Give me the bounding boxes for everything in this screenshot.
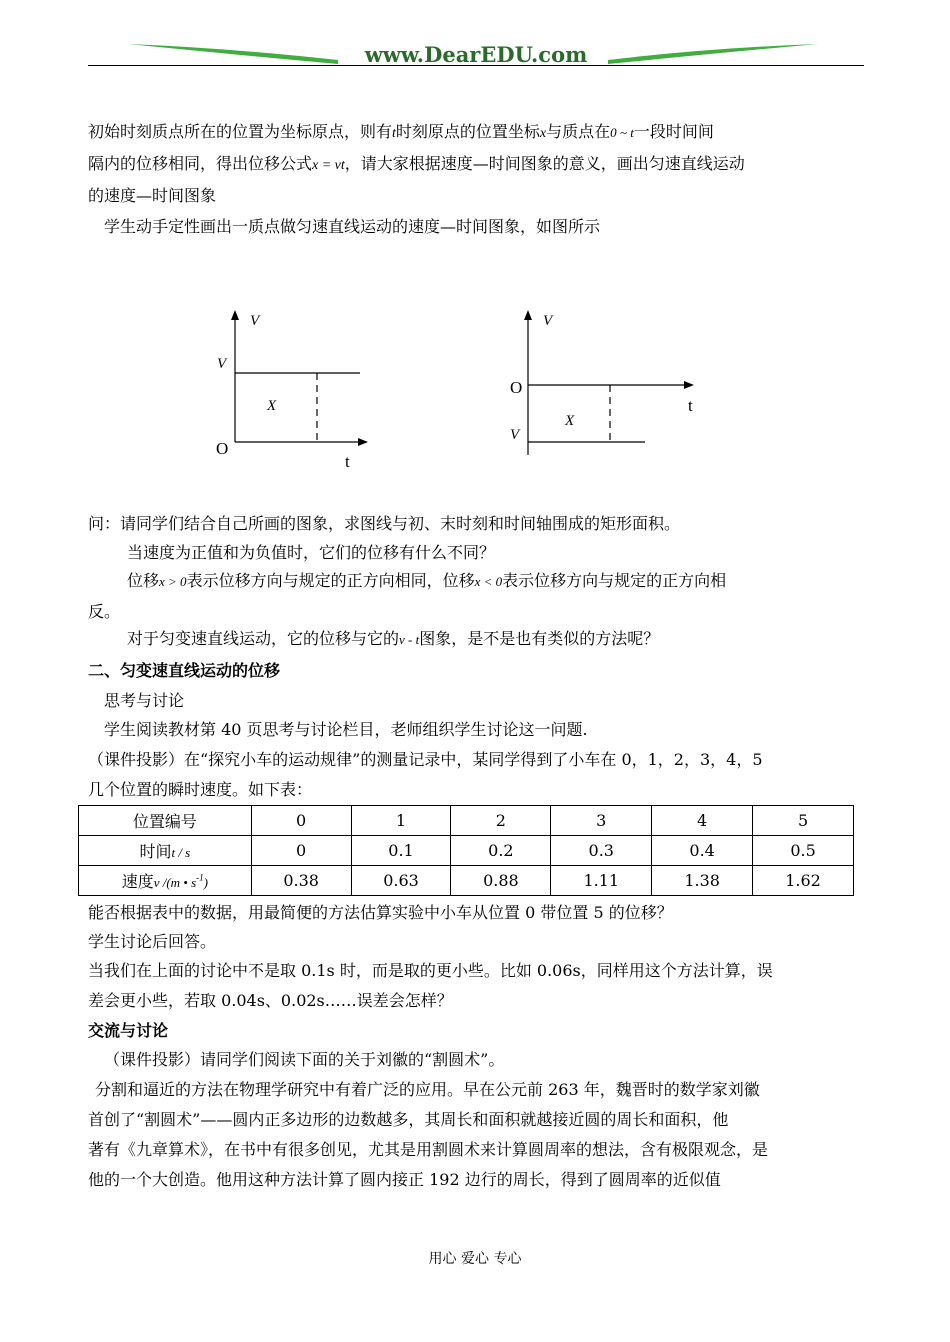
page-footer: 用心 爱心 专心 — [428, 1251, 522, 1267]
velocity-data-table — [78, 805, 854, 896]
velocity-time-graph-positive — [200, 305, 390, 480]
question-line-1: 问：请同学们结合自己所画的图象，求图线与初、末时刻和时间轴围成的矩形面积。 — [88, 514, 681, 533]
y-axis-label: V — [543, 313, 553, 329]
table-cell: 5 — [753, 806, 854, 836]
question-line-2: 当速度为正值和为负值时，它们的位移有什么不同？ — [127, 543, 496, 562]
read-line: 学生阅读教材第 40 页思考与讨论栏目，老师组织学生讨论这一问题. — [104, 720, 588, 739]
section-heading-2: 二、匀变速直线运动的位移 — [88, 661, 281, 680]
velocity-level-label: V — [510, 427, 520, 443]
exchange-discuss-heading: 交流与讨论 — [88, 1021, 169, 1040]
area-label: X — [565, 413, 575, 429]
question-line-3: 位移x > 0表示位移方向与规定的正方向相同，位移x < 0表示位移方向与规定的正方向相 — [127, 571, 727, 590]
projection-line-1: （课件投影）在“探究小车的运动规律”的测量记录中，某同学得到了小车在 0，1，2，3，4，5 — [88, 750, 763, 769]
x-axis-arrow — [684, 381, 694, 389]
header-logo[interactable]: www.DearEDU.com — [364, 42, 588, 67]
table-row — [79, 866, 854, 896]
row-header-position: 位置编号 — [79, 806, 252, 836]
table-cell: 0.1 — [351, 836, 451, 866]
velocity-level-label: V — [217, 356, 227, 372]
question-line-4: 反。 — [88, 602, 121, 621]
table-cell: 2 — [451, 806, 551, 836]
projection-line-2: 几个位置的瞬时速度。如下表： — [88, 780, 313, 799]
text-line-1: 初始时刻质点所在的位置为坐标原点，则有t时刻原点的位置坐标x与质点在0 ~ t一段时间间 — [88, 122, 714, 141]
text-line-4: 学生动手定性画出一质点做匀速直线运动的速度—时间图象，如图所示 — [104, 217, 601, 236]
origin-label: O — [510, 378, 523, 397]
after-table-line-1: 能否根据表中的数据，用最简便的方法估算实验中小车从位置 0 带位置 5 的位移？ — [88, 903, 673, 922]
table-cell: 0.63 — [351, 866, 451, 896]
after-table-line-3: 当我们在上面的讨论中不是取 0.1s 时，而是取的更小些。比如 0.06s，同样用这个方法计算，误 — [88, 961, 773, 980]
area-label: X — [267, 398, 277, 414]
think-discuss-label: 思考与讨论 — [104, 691, 185, 710]
table-cell: 1.11 — [551, 866, 652, 896]
question-line-5: 对于匀变速直线运动，它的位移与它的v - t图象，是不是也有类似的方法呢？ — [127, 629, 660, 648]
table-cell: 0.88 — [451, 866, 551, 896]
y-axis-arrow — [231, 310, 239, 320]
x-axis-label: t — [688, 396, 693, 415]
after-table-line-2: 学生讨论后回答。 — [88, 932, 217, 951]
y-axis-label: V — [250, 313, 260, 329]
after-table-line-4: 差会更小些，若取 0.04s、0.02s……误差会怎样？ — [88, 991, 453, 1010]
table-cell: 0 — [251, 836, 351, 866]
y-axis-arrow — [524, 310, 532, 320]
text-line-2: 隔内的位移相同，得出位移公式x = vt，请大家根据速度—时间图象的意义，画出匀速直线运动 — [88, 154, 745, 173]
page-header — [88, 38, 864, 70]
table-cell: 0.38 — [251, 866, 351, 896]
table-cell: 0.4 — [652, 836, 753, 866]
table-cell: 0 — [251, 806, 351, 836]
velocity-time-graph-negative — [495, 305, 715, 465]
projection-line-3: （课件投影）请同学们阅读下面的关于刘徽的“割圆术”。 — [104, 1050, 505, 1069]
text-line-3: 的速度—时间图象 — [88, 186, 217, 205]
table-row — [79, 806, 854, 836]
origin-label: O — [216, 439, 229, 458]
row-header-speed: 速度v /(m • $s^{-1}$) — [79, 866, 252, 896]
x-axis-arrow — [358, 438, 368, 446]
table-cell: 0.2 — [451, 836, 551, 866]
table-cell: 0.3 — [551, 836, 652, 866]
x-axis-label: t — [345, 452, 350, 471]
liu-hui-para-line-2: 首创了“割圆术”——圆内正多边形的边数越多，其周长和面积就越接近圆的周长和面积，他 — [88, 1110, 729, 1129]
header-rule — [88, 65, 864, 66]
table-cell: 1 — [351, 806, 451, 836]
liu-hui-para-line-3: 著有《九章算术》，在书中有很多创见，尤其是用割圆术来计算圆周率的想法，含有极限观念，是 — [88, 1140, 769, 1159]
row-header-time: 时间t / s — [79, 836, 252, 866]
table-cell: 3 — [551, 806, 652, 836]
table-cell: 4 — [652, 806, 753, 836]
liu-hui-para-line-4: 他的一个大创造。他用这种方法计算了圆内接正 192 边行的周长，得到了圆周率的近似值 — [88, 1170, 721, 1189]
liu-hui-para-line-1: 分割和逼近的方法在物理学研究中有着广泛的应用。早在公元前 263 年，魏晋时的数学家刘徽 — [95, 1080, 760, 1099]
table-cell: 1.62 — [753, 866, 854, 896]
table-cell: 1.38 — [652, 866, 753, 896]
table-cell: 0.5 — [753, 836, 854, 866]
table-row — [79, 836, 854, 866]
